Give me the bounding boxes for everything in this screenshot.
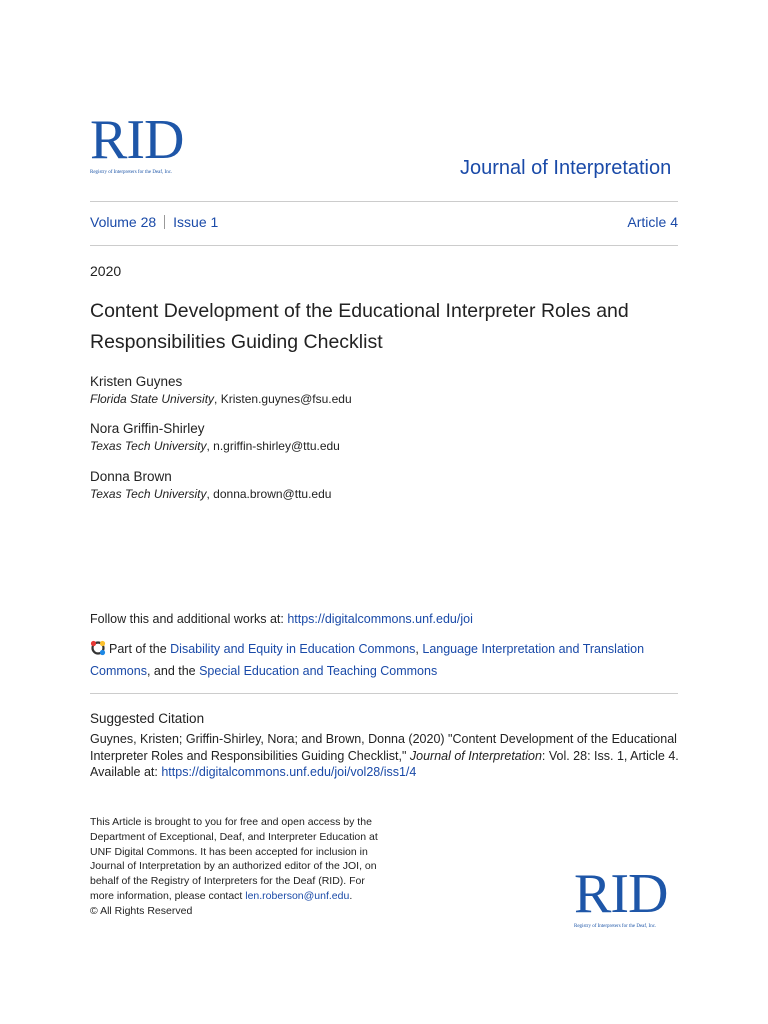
rid-logo-bottom: [574, 863, 668, 929]
rid-logo-top: [90, 109, 184, 175]
author-email: , donna.brown@ttu.edu: [206, 487, 332, 501]
author-name: Donna Brown: [90, 469, 172, 484]
contact-email-link[interactable]: len.roberson@unf.edu: [245, 889, 350, 902]
rid-logo-text: RID: [90, 109, 184, 171]
author-email: , Kristen.guynes@fsu.edu: [214, 392, 352, 406]
publication-year: 2020: [90, 263, 122, 279]
citation-link[interactable]: https://digitalcommons.unf.edu/joi/vol28/iss1/4: [161, 765, 417, 779]
follow-prefix: Follow this and additional works at:: [90, 612, 288, 626]
author-block: [90, 374, 352, 406]
issue-nav: [90, 214, 218, 230]
separator: [164, 215, 165, 229]
author-name: Kristen Guynes: [90, 374, 183, 389]
part-of-sep: , and the: [146, 664, 200, 678]
follow-line: [90, 612, 473, 626]
author-institution: Texas Tech University: [90, 487, 207, 501]
citation-heading: Suggested Citation: [90, 711, 205, 726]
author-affiliation: [90, 392, 352, 406]
divider: [90, 201, 678, 202]
access-period: .: [349, 889, 353, 902]
rid-logo-text: RID: [574, 863, 668, 925]
author-institution: Florida State University: [90, 392, 215, 406]
rid-logo-tagline: Registry of Interpreters for the Deaf, Inc.: [90, 170, 173, 175]
citation-part-a: Guynes, Kristen; Griffin-Shirley, Nora; and Brown, Donna (2020) "Content Development of the Educational Interpreter Roles and Responsibilities Guiding Checklist,": [90, 732, 677, 763]
commons-network-icon: [90, 640, 106, 656]
article-link[interactable]: Article 4: [627, 214, 678, 230]
divider: [90, 245, 678, 246]
rights-statement: © All Rights Reserved: [90, 904, 193, 917]
citation-journal: Journal of Interpretation: [409, 748, 542, 763]
author-block: [90, 469, 331, 501]
author-email: , n.griffin-shirley@ttu.edu: [206, 439, 340, 453]
commons-link-disability[interactable]: Disability and Equity in Education Commons: [170, 642, 416, 656]
author-affiliation: [90, 487, 331, 501]
access-text: This Article is brought to you for free and open access by the Department of Exceptional, Deaf, and Interpreter Education at UNF Digital Commons. It has been accepted for inclusion in Journal of Interpretation by an authorized editor of the JOI, on behalf of the Registry of Interpreters for the Deaf (RID). For more information, please contact: [90, 816, 378, 902]
journal-title[interactable]: Journal of Interpretation: [460, 157, 672, 179]
author-institution: Texas Tech University: [90, 439, 207, 453]
access-note: [90, 815, 390, 919]
issue-link[interactable]: Issue 1: [173, 214, 219, 230]
commons-link-language[interactable]: Language Interpretation and Translation Commons: [90, 642, 645, 678]
citation-available-prefix: Available at:: [90, 765, 162, 779]
divider: [90, 693, 678, 694]
rid-logo-tagline: Registry of Interpreters for the Deaf, Inc.: [574, 924, 657, 929]
part-of-prefix: Part of the: [109, 642, 171, 656]
citation-part-b: : Vol. 28: Iss. 1, Article 4.: [541, 748, 679, 763]
citation-text: [90, 731, 690, 781]
part-of-sep: ,: [415, 642, 423, 656]
commons-link-special-education[interactable]: Special Education and Teaching Commons: [199, 664, 438, 678]
article-title: Content Development of the Educational Interpreter Roles and Responsibilities Guiding Checklist: [90, 300, 629, 353]
follow-link[interactable]: https://digitalcommons.unf.edu/joi: [287, 612, 473, 626]
part-of-line: [90, 638, 678, 682]
volume-link[interactable]: Volume 28: [90, 214, 157, 230]
author-name: Nora Griffin-Shirley: [90, 421, 205, 436]
author-affiliation: [90, 439, 340, 453]
author-block: [90, 421, 340, 453]
